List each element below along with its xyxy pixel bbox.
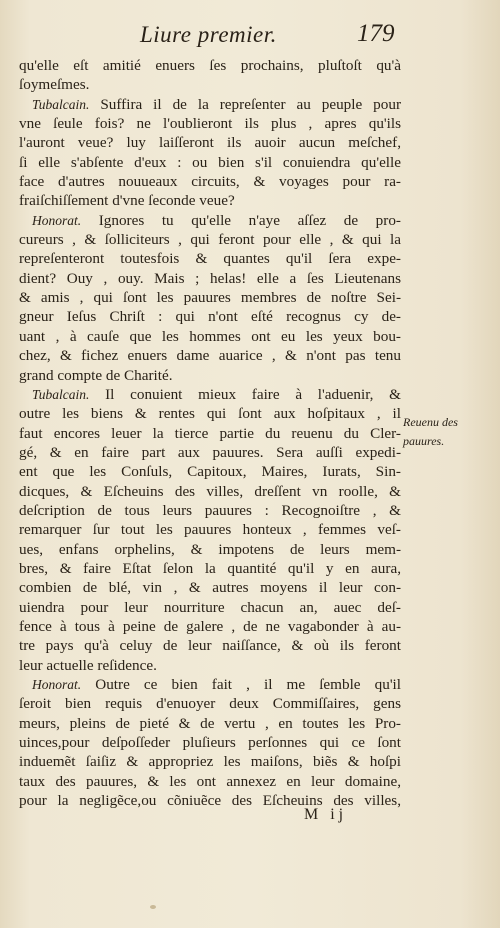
text-line — [19, 211, 401, 230]
line-text: & amis , qui ſont les pauures membres de noſtre Sei- — [19, 289, 401, 307]
text-line — [19, 752, 401, 771]
text-line — [19, 133, 401, 152]
text-line — [19, 191, 401, 210]
text-line — [19, 772, 401, 791]
line-text: induemẽt ſaiſiz & appropriez les maiſons, biẽs & hoſpi — [19, 753, 401, 771]
text-line — [19, 482, 401, 501]
text-line — [19, 501, 401, 520]
line-text: deſcription de tous leurs pauures : Recognoiſtre , & — [19, 501, 401, 519]
line-text: grand compte de Charité. — [19, 366, 173, 384]
paper-stain — [150, 905, 156, 909]
line-text: ſoymeſmes. — [19, 76, 90, 94]
text-line — [19, 424, 401, 443]
page-number: 179 — [357, 20, 395, 47]
line-text: bres, & faire Eſtat ſelon la quantité qu'il y en aura, — [19, 559, 401, 577]
line-text: outre les biens & rentes qui ſont aux hoſpitaux , il — [19, 405, 401, 423]
speaker-name: Tubalcain. — [32, 96, 90, 112]
text-line — [19, 385, 401, 404]
line-text: chez, & fichez enuers dame auarice , & n'ont pas tenu — [19, 347, 401, 365]
line-text: ent que les Conſuls, Capitoux, Maires, Iurats, Sin- — [19, 463, 401, 481]
text-line — [19, 404, 401, 423]
margin-note — [403, 413, 495, 451]
text-line — [19, 366, 401, 385]
text-line — [19, 636, 401, 655]
line-text: uinces,pour deſpoſſeder pluſieurs perſonnes qui ce ſont — [19, 734, 401, 752]
signature-mark: M ij — [304, 806, 348, 823]
line-text: taux des pauures, & les ont annexez en leur domaine, — [19, 772, 401, 790]
line-text: meurs, pleins de pieté & de vertu , en toutes les Pro- — [19, 714, 401, 732]
text-line — [19, 714, 401, 733]
text-line — [19, 443, 401, 462]
line-text: Il conuient mieux faire à l'aduenir, & — [105, 385, 401, 403]
text-line — [19, 656, 401, 675]
line-text: uant , à cauſe que les hommes ont eu les yeux bou- — [19, 327, 401, 345]
line-text: fence à tous à peine de galere , de ne vagabonder à au- — [19, 617, 401, 635]
text-line — [19, 230, 401, 249]
line-text: vne ſeule fois? ne l'oublieront ils plus , apres qu'ils — [19, 115, 401, 133]
margin-note-line: Reuenu des — [403, 415, 458, 429]
text-line — [19, 559, 401, 578]
text-line — [19, 578, 401, 597]
text-line — [19, 288, 401, 307]
line-text: Ignores tu qu'elle n'aye aſſez de pro- — [98, 211, 401, 229]
line-text: qu'elle eſt amitié enuers ſes prochains, pluſtoſt qu'à — [19, 57, 401, 74]
text-line — [19, 307, 401, 326]
text-line — [19, 327, 401, 346]
line-text: Outre ce bien fait , il me ſemble qu'il — [95, 676, 401, 693]
line-text: faut encores leuer la tierce partie du reuenu du Cler- — [19, 424, 401, 442]
text-line — [19, 114, 401, 133]
text-line — [19, 269, 401, 288]
line-text: face d'autres nouueaux circuits, & voyages pour ra- — [19, 173, 401, 191]
line-text: dient? Ouy , ouy. Mais ; helas! elle a ſes Lieutenans — [19, 269, 401, 287]
page-header — [0, 22, 500, 52]
line-text: ſi elle s'abſente d'eux : ou bien s'il conuiendra qu'elle — [19, 153, 401, 171]
line-text: dicques, & Eſcheuins des villes, dreſſent vn roolle, & — [19, 482, 401, 500]
line-text: tre pays qu'à celuy de leur naiſſance, & où ils feront — [19, 637, 401, 655]
text-line — [19, 95, 401, 114]
speaker-name: Honorat. — [32, 677, 82, 692]
text-line — [19, 172, 401, 191]
body-text — [19, 56, 401, 810]
text-line — [19, 520, 401, 539]
running-title: Liure premier. — [140, 22, 277, 47]
text-line — [19, 249, 401, 268]
text-line — [19, 462, 401, 481]
text-line — [19, 540, 401, 559]
line-text: uiendra pour leur nourriture chacun an, auec deſ- — [19, 598, 401, 616]
line-text: leur actuelle reſidence. — [19, 656, 157, 674]
line-text: remarquer ſur tout les pauures honteux , femmes veſ- — [19, 521, 401, 539]
text-line — [19, 346, 401, 365]
line-text: combien de blé, vin , & autres moyens il leur con- — [19, 579, 401, 597]
line-text: ues, enfans orphelins, & impotens de leurs mem- — [19, 540, 401, 558]
text-line — [19, 694, 401, 713]
line-text: ſeroit bien requis d'enuoyer deux Commiſſaires, gens — [19, 695, 401, 713]
text-line — [19, 617, 401, 636]
line-text: Suffira il de la repreſenter au peuple pour — [100, 95, 401, 113]
line-text: gneur Ieſus Chriſt : qui n'ont eſté recognus cy de- — [19, 308, 401, 326]
margin-note-line: pauures. — [403, 434, 445, 448]
text-line — [19, 733, 401, 752]
text-line — [19, 56, 401, 75]
line-text: repreſenteront toutesfois & quantes qu'il ſera expe- — [19, 250, 401, 268]
line-text: gé, & en faire part aux pauures. Sera auſſi expedi- — [19, 443, 401, 461]
text-line — [19, 153, 401, 172]
line-text: pour la negligẽce,ou cõniuẽce des Eſcheuins des villes, — [19, 792, 401, 810]
text-line — [19, 675, 401, 694]
text-line — [19, 598, 401, 617]
line-text: fraiſchiſſement d'vne ſeconde veue? — [19, 192, 235, 210]
speaker-name: Honorat. — [32, 212, 82, 228]
line-text: l'auront veue? luy laiſſeront ils auoir aucun meſchef, — [19, 134, 401, 152]
speaker-name: Tubalcain. — [32, 386, 90, 402]
text-line — [19, 75, 401, 94]
line-text: cureurs , & ſolliciteurs , qui feront pour elle , & qui la — [19, 231, 401, 249]
